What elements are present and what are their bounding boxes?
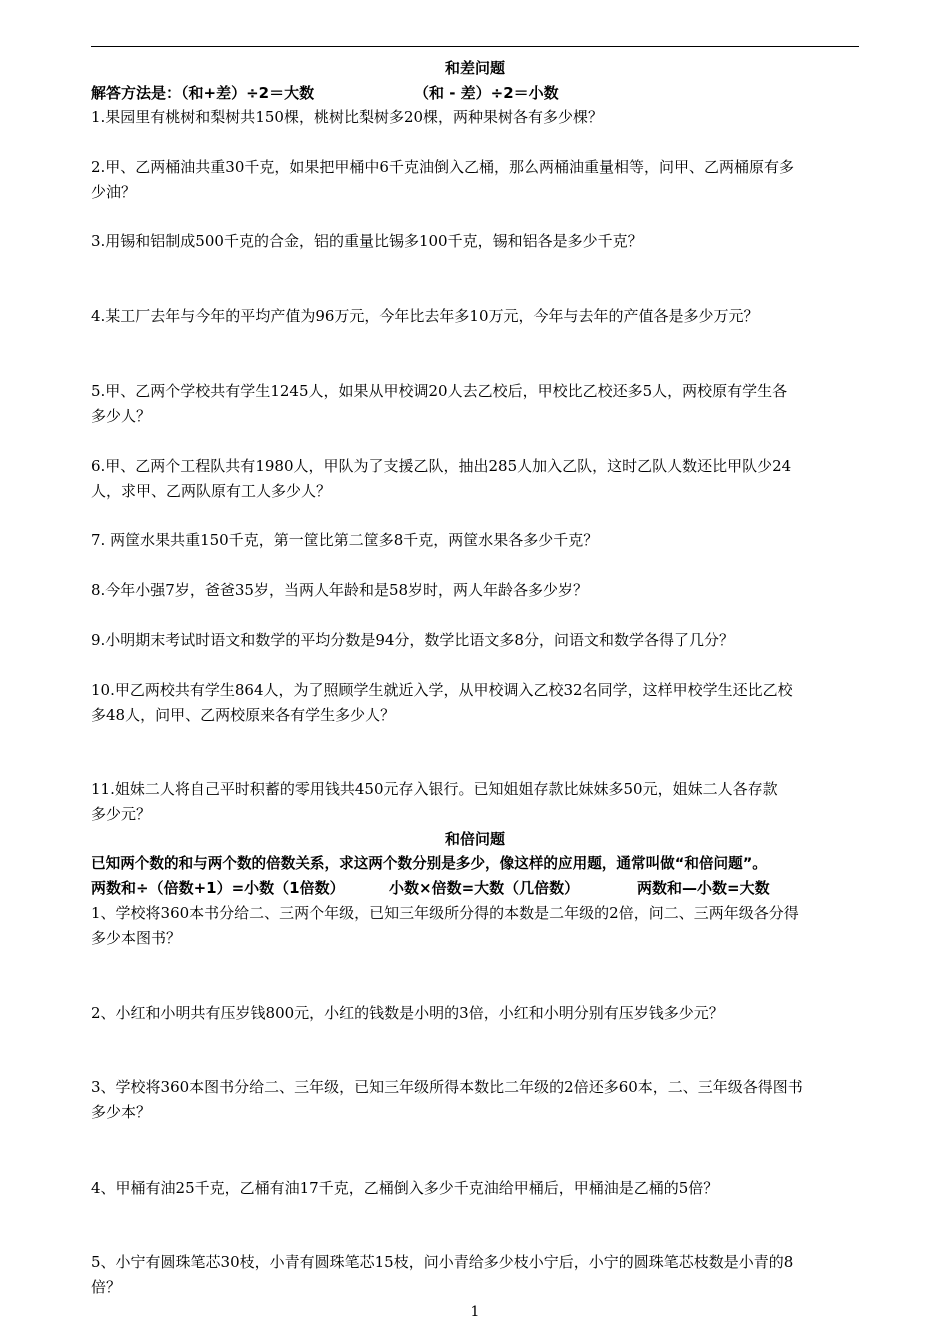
section2-intro: 已知两个数的和与两个数的倍数关系，求这两个数分别是多少，像这样的应用题，通常叫做“和倍问题”。 — [91, 855, 767, 872]
problem-4-line-1: 4.某工厂去年与今年的平均产值为96万元，今年比去年多10万元，今年与去年的产值各是多少万元？ — [91, 307, 759, 325]
problem-9-line-1: 9.小明期末考试时语文和数学的平均分数是94分，数学比语文多8分，问语文和数学各得了几分？ — [91, 631, 734, 649]
problem-11-line-1: 11.姐妹二人将自己平时积蓄的零用钱共450元存入银行。已知姐姐存款比妹妹多50元，姐妹二人各存款 — [91, 780, 778, 798]
s2-problem-5-line-2: 倍？ — [91, 1278, 122, 1296]
problem-6-line-1: 6.甲、乙两个工程队共有1980人，甲队为了支援乙队，抽出285人加入乙队，这时乙队人数还比甲队少24 — [91, 457, 792, 475]
s2-problem-1-line-2: 多少本图书？ — [91, 929, 182, 947]
formula-large-number: 小数×倍数=大数（几倍数） — [389, 879, 580, 897]
header-rule — [91, 46, 859, 47]
formula-small-number: 两数和÷（倍数+1）=小数（1倍数） — [91, 879, 345, 897]
page-number: 1 — [470, 1304, 480, 1320]
problem-5-line-2: 多少人？ — [91, 407, 152, 425]
s2-problem-5-line-1: 5、小宁有圆珠笔芯30枝，小青有圆珠笔芯15枝，问小青给多少枝小宁后，小宁的圆珠笔芯枝数是小青的8 — [91, 1253, 794, 1271]
problem-6-line-2: 人，求甲、乙两队原有工人多少人？ — [91, 482, 332, 500]
problem-7-line-1: 7. 两筐水果共重150千克，第一筐比第二筐多8千克，两筐水果各多少千克？ — [91, 531, 599, 549]
problem-8-line-1: 8.今年小强7岁，爸爸35岁，当两人年龄和是58岁时，两人年龄各多少岁？ — [91, 581, 589, 599]
formula-line — [91, 878, 863, 898]
method-line — [91, 83, 863, 103]
problem-5-line-1: 5.甲、乙两个学校共有学生1245人，如果从甲校调20人去乙校后，甲校比乙校还多5人，两校原有学生各 — [91, 382, 788, 400]
problem-11-line-2: 多少元？ — [91, 805, 152, 823]
problem-10-line-2: 多48人，问甲、乙两校原来各有学生多少人？ — [91, 706, 396, 724]
s2-problem-2-line-1: 2、小红和小明共有压岁钱800元，小红的钱数是小明的3倍，小红和小明分别有压岁钱多少元？ — [91, 1004, 724, 1022]
section-title-sum-difference: 和差问题 — [444, 59, 505, 77]
s2-problem-4-line-1: 4、甲桶有油25千克，乙桶有油17千克，乙桶倒入多少千克油给甲桶后，甲桶油是乙桶的5倍？ — [91, 1179, 719, 1197]
method-formula-large: 解答方法是：（和+差）÷2＝大数 — [91, 84, 315, 102]
formula-large-by-difference: 两数和—小数=大数 — [637, 879, 770, 897]
problem-2-line-2: 少油？ — [91, 183, 137, 201]
s2-problem-3-line-2: 多少本？ — [91, 1103, 152, 1121]
s2-problem-1-line-1: 1、学校将360本书分给二、三两个年级，已知三年级所分得的本数是二年级的2倍，问二、三两年级各分得 — [91, 904, 799, 922]
problem-10-line-1: 10.甲乙两校共有学生864人，为了照顾学生就近入学，从甲校调入乙校32名同学，这样甲校学生还比乙校 — [91, 681, 793, 699]
section-title-sum-multiple: 和倍问题 — [444, 830, 505, 848]
problem-2-line-1: 2.甲、乙两桶油共重30千克，如果把甲桶中6千克油倒入乙桶，那么两桶油重量相等，问甲、乙两桶原有多 — [91, 158, 794, 176]
method-formula-small: （和 - 差）÷2＝小数 — [414, 84, 559, 102]
problem-1-line-1: 1.果园里有桃树和梨树共150棵，桃树比梨树多20棵，两种果树各有多少棵？ — [91, 108, 604, 126]
s2-problem-3-line-1: 3、学校将360本图书分给二、三年级，已知三年级所得本数比二年级的2倍还多60本，二、三年级各得图书 — [91, 1078, 803, 1096]
problem-3-line-1: 3.用锡和铝制成500千克的合金，铝的重量比锡多100千克，锡和铝各是多少千克？ — [91, 232, 643, 250]
